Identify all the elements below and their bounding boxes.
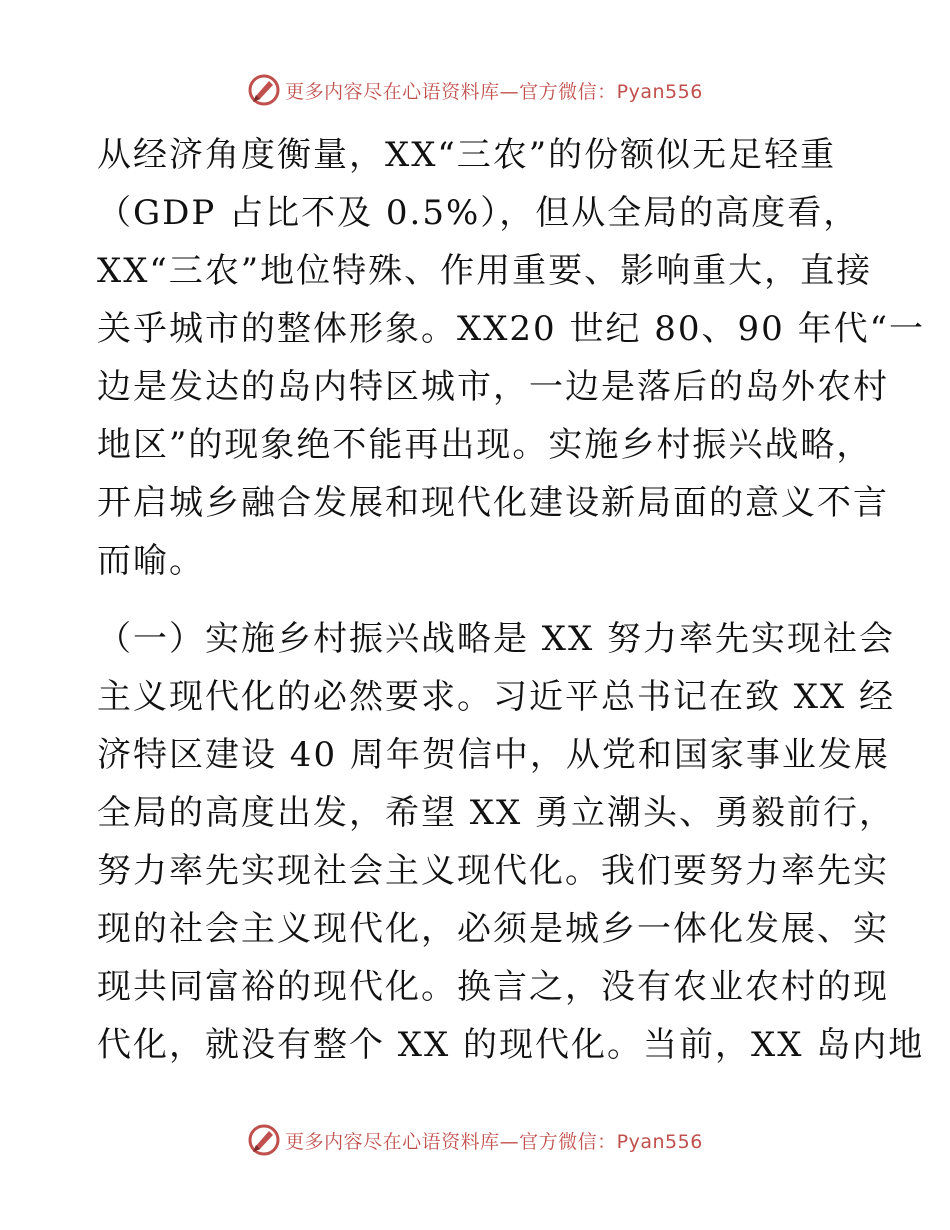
text-line: 主义现代化的必然要求。习近平总书记在致 XX 经 [97,677,896,717]
text-line: 地区”的现象绝不能再出现。实施乡村振兴战略， [97,425,873,465]
paragraph-2 [97,610,925,1074]
text-line: 代化，就没有整个 XX 的现代化。当前，XX 岛内地 [97,1025,925,1065]
text-line: 而喻。 [97,541,205,581]
text-line: 济特区建设 40 周年贺信中，从党和国家事业发展 [97,735,890,775]
text-line: 现共同富裕的现代化。换言之，没有农业农村的现 [97,967,889,1007]
text-line: 边是发达的岛内特区城市，一边是落后的岛外农村 [97,367,889,407]
document-body [97,126,926,1074]
text-line: 现的社会主义现代化，必须是城乡一体化发展、实 [97,909,889,949]
footer-banner-text: 更多内容尽在心语资料库—官方微信：Pyan556 [285,1130,703,1153]
text-line: （GDP 占比不及 0.5%），但从全局的高度看， [97,193,860,233]
text-line: 关乎城市的整体形象。XX20 世纪 80、90 年代“一 [97,309,926,349]
paragraph-1 [97,126,926,590]
text-line: （一）实施乡村振兴战略是 XX 努力率先实现社会 [97,619,896,659]
header-banner [0,70,950,110]
pen-logo-icon [247,73,281,107]
header-banner-text: 更多内容尽在心语资料库—官方微信：Pyan556 [285,80,703,103]
text-line: 努力率先实现社会主义现代化。我们要努力率先实 [97,851,889,891]
text-line: XX“三农”地位特殊、作用重要、影响重大，直接 [97,251,873,291]
text-line: 全局的高度出发，希望 XX 勇立潮头、勇毅前行， [97,793,896,833]
paragraph-gap [97,590,857,610]
pen-logo-icon [247,1123,281,1157]
footer-banner [0,1120,950,1160]
text-line: 开启城乡融合发展和现代化建设新局面的意义不言 [97,483,889,523]
text-line: 从经济角度衡量，XX“三农”的份额似无足轻重 [97,135,837,175]
